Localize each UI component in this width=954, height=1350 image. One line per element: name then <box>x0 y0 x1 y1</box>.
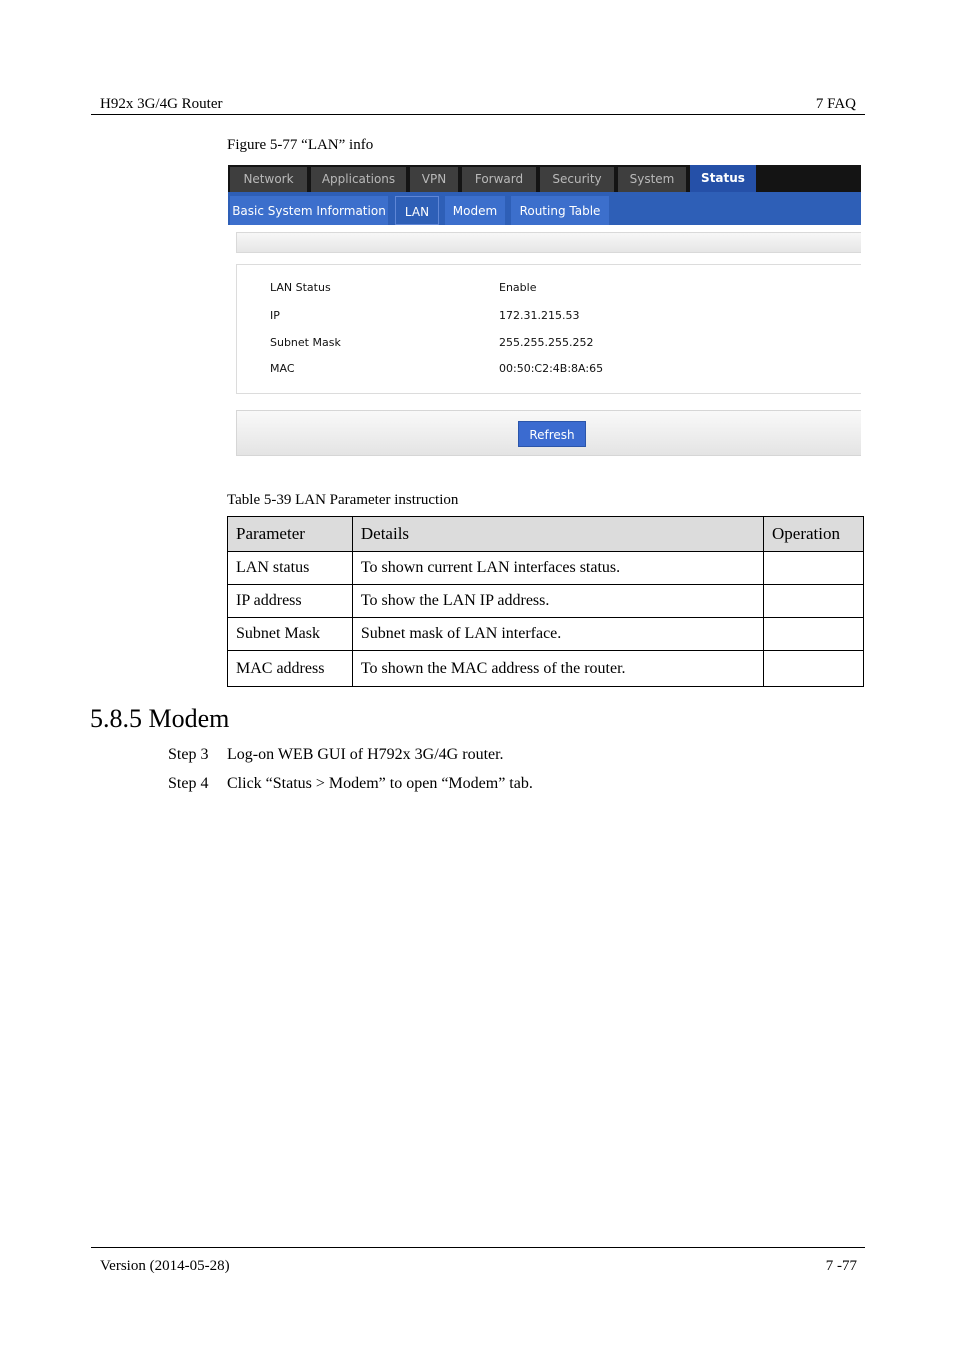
step-text: Click “Status > Modem” to open “Modem” tab. <box>227 775 533 792</box>
header-details: Details <box>352 517 763 552</box>
table-row <box>228 585 864 618</box>
mac-value: 00:50:C2:4B:8A:65 <box>499 362 604 375</box>
subtab-routing-table[interactable]: Routing Table <box>511 196 609 225</box>
top-navigation <box>228 165 861 192</box>
cell-parameter: Subnet Mask <box>228 618 353 651</box>
section-header-bar <box>236 232 861 253</box>
subtab-basic-system-information[interactable]: Basic System Information <box>230 196 388 225</box>
step-number: Step 4 <box>168 775 209 792</box>
tab-status[interactable]: Status <box>690 165 756 192</box>
cell-operation <box>764 585 864 618</box>
cell-details: To shown the MAC address of the router. <box>352 651 763 687</box>
table-row <box>228 618 864 651</box>
header-operation: Operation <box>764 517 864 552</box>
subtab-lan[interactable]: LAN <box>395 196 439 225</box>
tab-forward[interactable]: Forward <box>462 167 536 192</box>
table-header-row <box>228 517 864 552</box>
tab-security[interactable]: Security <box>540 167 614 192</box>
header-product: H92x 3G/4G Router <box>100 96 223 112</box>
section-title: 5.8.5 Modem <box>90 704 230 733</box>
cell-parameter: LAN status <box>228 552 353 585</box>
step-item <box>168 775 533 793</box>
tab-system[interactable]: System <box>618 167 686 192</box>
table-row <box>228 552 864 585</box>
step-text: Log-on WEB GUI of H792x 3G/4G router. <box>227 746 504 763</box>
cell-details: Subnet mask of LAN interface. <box>352 618 763 651</box>
figure-caption: Figure 5-77 “LAN” info <box>227 137 374 153</box>
refresh-button[interactable]: Refresh <box>518 421 586 447</box>
lan-parameter-table <box>227 516 864 687</box>
tab-applications[interactable]: Applications <box>311 167 406 192</box>
subtab-modem[interactable]: Modem <box>445 196 505 225</box>
header-parameter: Parameter <box>228 517 353 552</box>
mac-label: MAC <box>270 362 295 375</box>
header-chapter: 7 FAQ <box>815 96 856 112</box>
tab-network[interactable]: Network <box>230 167 307 192</box>
step-item <box>168 746 504 764</box>
tab-vpn[interactable]: VPN <box>410 167 458 192</box>
ip-label: IP <box>270 309 280 322</box>
header-rule <box>91 114 865 115</box>
footer-rule <box>91 1247 865 1248</box>
cell-parameter: IP address <box>228 585 353 618</box>
sub-navigation <box>228 192 861 225</box>
footer-page-number: 7 -77 <box>825 1258 857 1274</box>
footer-version: Version (2014-05-28) <box>100 1258 230 1274</box>
table-caption: Table 5-39 LAN Parameter instruction <box>227 492 459 508</box>
cell-parameter: MAC address <box>228 651 353 687</box>
cell-operation <box>764 618 864 651</box>
lan-status-value: Enable <box>499 281 537 294</box>
step-number: Step 3 <box>168 746 209 763</box>
cell-details: To show the LAN IP address. <box>352 585 763 618</box>
lan-info-panel <box>236 264 861 394</box>
subnet-mask-value: 255.255.255.252 <box>499 336 594 349</box>
cell-operation <box>764 552 864 585</box>
subnet-mask-label: Subnet Mask <box>270 336 341 349</box>
cell-details: To shown current LAN interfaces status. <box>352 552 763 585</box>
ip-value: 172.31.215.53 <box>499 309 580 322</box>
table-row <box>228 651 864 687</box>
lan-status-label: LAN Status <box>270 281 331 294</box>
router-ui-screenshot <box>228 165 861 457</box>
cell-operation <box>764 651 864 687</box>
